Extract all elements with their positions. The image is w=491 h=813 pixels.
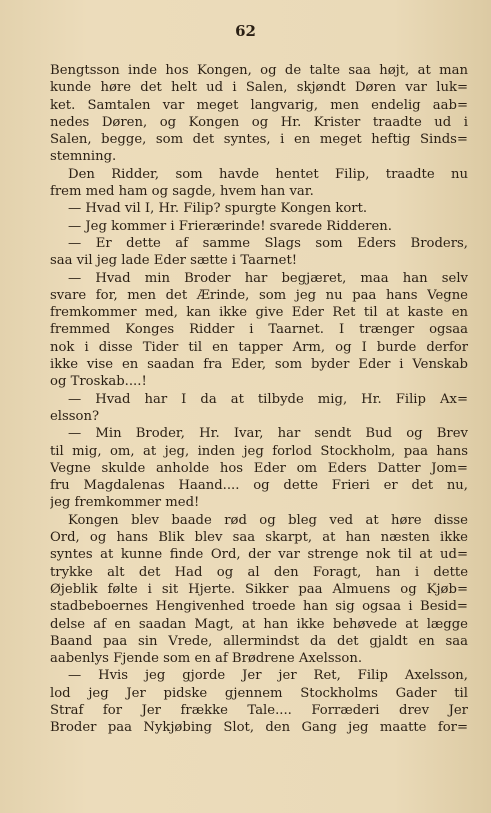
text-line: — Hvad har I da at tilbyde mig, Hr. Filip Ax= (68, 391, 468, 407)
text-line: — Jeg kommer i Frierærinde! svarede Ridderen. (68, 218, 392, 234)
text-line: fremkommer med, kan ikke give Eder Ret til at kaste en (50, 305, 468, 321)
text-line: ikke vise en saadan fra Eder, som byder Eder i Venskab (50, 357, 468, 373)
text-line: lod jeg Jer pidske gjennem Stockholms Gader til (50, 685, 468, 701)
text-line: fremmed Konges Ridder i Taarnet. I trænger ogsaa (50, 322, 468, 338)
text-line: og Troskab....! (50, 374, 147, 390)
text-line: saa vil jeg lade Eder sætte i Taarnet! (50, 253, 298, 269)
text-line: Bengtsson inde hos Kongen, og de talte saa højt, at man (50, 63, 468, 78)
text-line: Øjeblik følte i sit Hjerte. Sikker paa Almuens og Kjøb= (50, 581, 468, 597)
text-line: jeg fremkommer med! (50, 495, 200, 511)
text-line: — Hvad vil I, Hr. Filip? spurgte Kongen kort. (68, 201, 368, 217)
text-line: kunde høre det helt ud i Salen, skjøndt Døren var luk= (50, 80, 468, 96)
text-line: — Hvad min Broder har begjæret, maa han selv (68, 270, 468, 286)
text-line: frem med ham og sagde, hvem han var. (50, 184, 314, 200)
text-line: — Hvis jeg gjorde Jer jer Ret, Filip Axelsson, (68, 668, 468, 684)
text-line: Vegne skulde anholde hos Eder om Eders Datter Jom= (50, 460, 468, 476)
text-line: nedes Døren, og Kongen og Hr. Krister traadte ud i (50, 114, 468, 130)
text-line: aabenlys Fjende som en af Brødrene Axelsson. (50, 651, 363, 667)
text-line: — Er dette af samme Slags som Eders Broders, (68, 235, 468, 251)
body-text (50, 62, 468, 737)
text-line: fru Magdalenas Haand.... og dette Frieri er det nu, (50, 478, 468, 494)
text-line: trykke alt det Had og al den Foragt, han i dette (50, 564, 468, 580)
text-line: elsson? (50, 408, 100, 424)
text-line: stemning. (50, 149, 117, 165)
page-number: 62 (235, 22, 256, 40)
text-line: nok i disse Tider til en tapper Arm, og I burde derfor (50, 339, 468, 355)
text-line: syntes at kunne finde Ord, der var strenge nok til at ud= (50, 547, 468, 563)
text-line: Den Ridder, som havde hentet Filip, traadte nu (68, 166, 468, 182)
text-line: Kongen blev baade rød og bleg ved at høre disse (68, 512, 468, 528)
text-line: til mig, om, at jeg, inden jeg forlod Stockholm, paa hans (50, 443, 468, 459)
text-line: Broder paa Nykjøbing Slot, den Gang jeg maatte for= (50, 720, 468, 736)
text-line: Ord, og hans Blik blev saa skarpt, at han næsten ikke (50, 530, 468, 546)
text-line: delse af en saadan Magt, at han ikke behøvede at lægge (50, 616, 468, 632)
text-line: Salen, begge, som det syntes, i en meget heftig Sinds= (50, 132, 468, 148)
text-line: ket. Samtalen var meget langvarig, men endelig aab= (50, 97, 468, 113)
text-line: — Min Broder, Hr. Ivar, har sendt Bud og Brev (68, 426, 468, 442)
text-line: Straf for Jer frække Tale.... Forræderi drev Jer (50, 702, 468, 718)
text-line: svare for, men det Ærinde, som jeg nu paa hans Vegne (50, 287, 468, 303)
text-line: stadbeboernes Hengivenhed troede han sig ogsaa i Besid= (50, 599, 468, 615)
text-line: Baand paa sin Vrede, allermindst da det gjaldt en saa (50, 633, 468, 649)
